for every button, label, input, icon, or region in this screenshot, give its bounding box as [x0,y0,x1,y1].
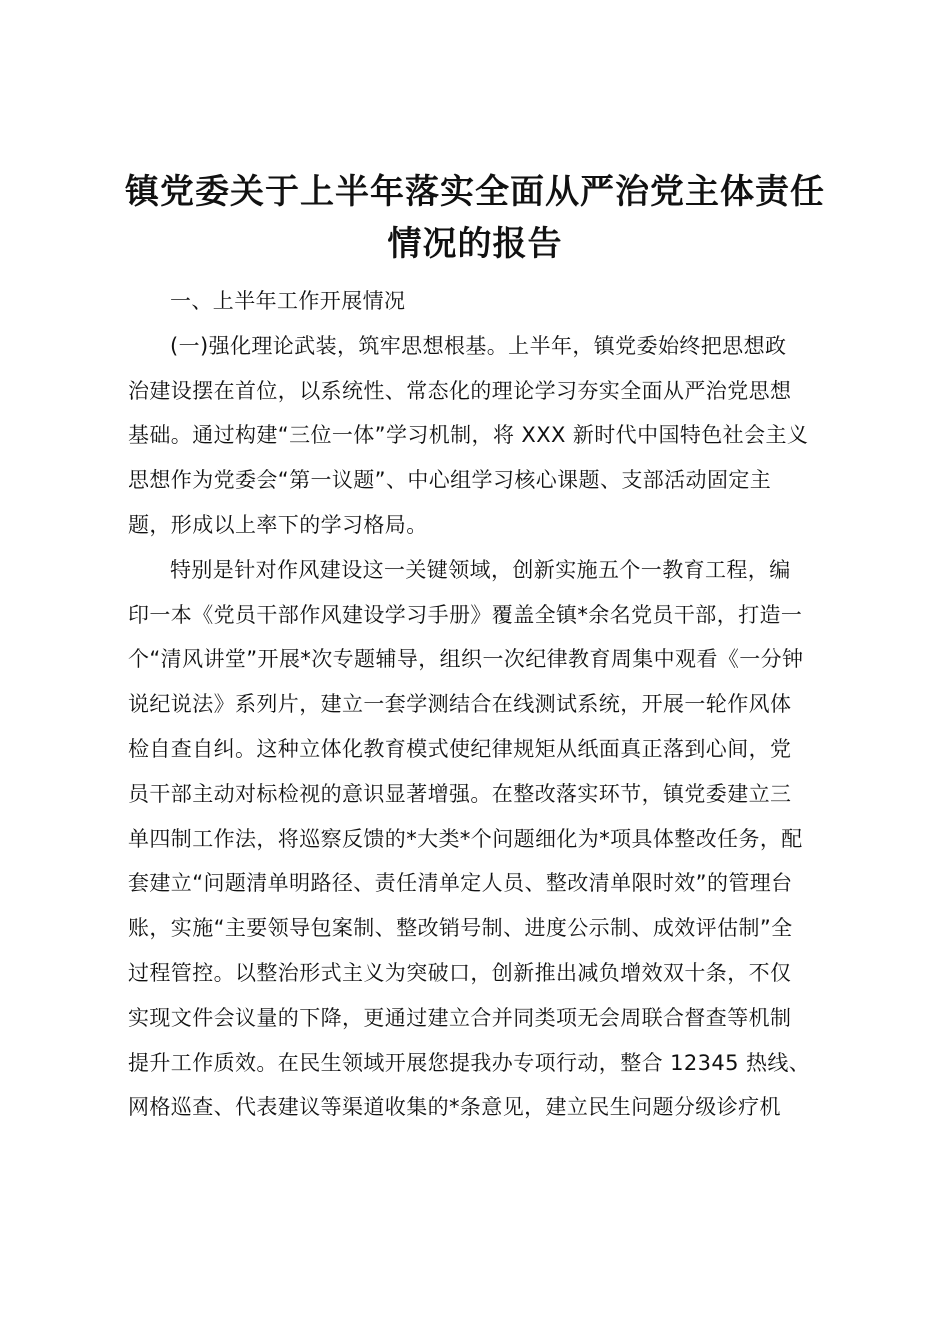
paragraph-2-line: 员干部主动对标检视的意识显著增强。在整改落实环节，镇党委建立三 [128,781,792,806]
title-line-2: 情况的报告 [387,224,563,264]
paragraph-2-line: 单四制工作法，将巡察反馈的*大类*个问题细化为*项具体整改任务，配 [128,826,803,851]
paragraph-1-line: 基础。通过构建“三位一体”学习机制，将 XXX 新时代中国特色社会主义 [128,423,809,448]
paragraph-1 [128,324,834,548]
title-line-1: 镇党委关于上半年落实全面从严治党主体责任 [125,172,825,212]
paragraph-2 [128,548,834,1130]
document-body [128,279,834,1130]
paragraph-1-line: 题，形成以上率下的学习格局。 [128,512,428,537]
paragraph-2-line: 提升工作质效。在民生领域开展您提我办专项行动，整合 12345 热线、 [128,1050,811,1075]
paragraph-2-line: 网格巡查、代表建议等渠道收集的*条意见，建立民生问题分级诊疗机 [128,1095,781,1120]
paragraph-2-line: 个“清风讲堂”开展*次专题辅导，组织一次纪律教育周集中观看《一分钟 [128,647,804,672]
paragraph-1-line: (一)强化理论武装，筑牢思想根基。上半年，镇党委始终把思想政 [170,333,787,358]
paragraph-2-line: 套建立“问题清单明路径、责任清单定人员、整改清单限时效”的管理台 [128,871,793,896]
paragraph-2-line: 过程管控。以整治形式主义为突破口，创新推出减负增效双十条，不仅 [128,960,792,985]
paragraph-1-line: 治建设摆在首位，以系统性、常态化的理论学习夯实全面从严治党思想 [128,378,792,403]
section-heading: 一、上半年工作开展情况 [170,289,406,313]
paragraph-2-line: 印一本《党员干部作风建设学习手册》覆盖全镇*余名党员干部，打造一 [128,602,803,627]
paragraph-1-line: 思想作为党委会“第一议题”、中心组学习核心课题、支部活动固定主 [128,468,772,493]
paragraph-2-line: 实现文件会议量的下降，更通过建立合并同类项无会周联合督查等机制 [128,1005,792,1030]
document-title [100,166,850,270]
paragraph-2-line: 检自查自纠。这种立体化教育模式使纪律规矩从纸面真正落到心间，党 [128,736,792,761]
paragraph-2-line: 账，实施“主要领导包案制、整改销号制、进度公示制、成效评估制”全 [128,916,793,941]
paragraph-2-line: 特别是针对作风建设这一关键领域，创新实施五个一教育工程，编 [170,557,791,582]
paragraph-2-line: 说纪说法》系列片，建立一套学测结合在线测试系统，开展一轮作风体 [128,692,792,717]
